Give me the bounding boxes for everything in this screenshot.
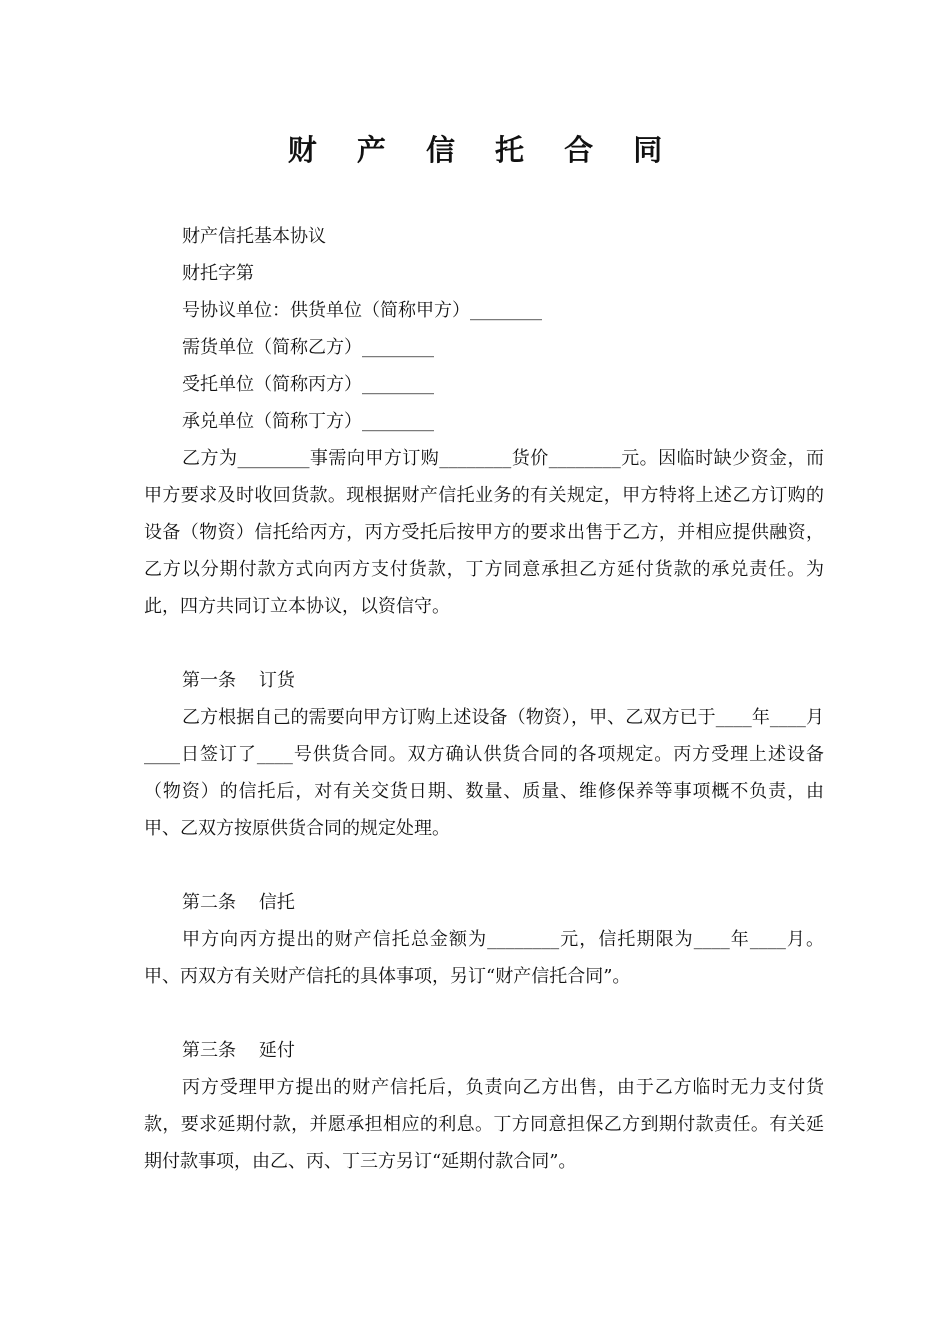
- header-line-party-a: 号协议单位：供货单位（简称甲方）________: [182, 300, 542, 321]
- intro-paragraph: 乙方为________事需向甲方订购________货价________元。因临时缺少资金，而甲方要求及时收回货款。现根据财产信托业务的有关规定，甲方特将上述乙方订购的设备（物资）信托给丙方，丙方受托后按甲方的要求出售于乙方，并相应提供融资，乙方以分期付款方式向丙方支付货款，丁方同意承担乙方延付货款的承兑责任。为此，四方共同订立本协议，以资信守。: [144, 448, 824, 617]
- header-line-agreement-name: 财产信托基本协议: [182, 226, 326, 247]
- article-3-heading: 第三条 延付: [182, 1040, 295, 1061]
- header-line-party-c: 受托单位（简称丙方）________: [182, 374, 434, 395]
- document-title: 财 产 信 托 合 同: [287, 133, 678, 167]
- article-2-heading: 第二条 信托: [182, 892, 295, 913]
- document-body: [144, 218, 824, 1180]
- article-3-text: 丙方受理甲方提出的财产信托后，负责向乙方出售，由于乙方临时无力支付货款，要求延期付款，并愿承担相应的利息。丁方同意担保乙方到期付款责任。有关延期付款事项，由乙、丙、丁三方另订“延期付款合同”。: [144, 1077, 824, 1172]
- header-line-party-d: 承兑单位（简称丁方）________: [182, 411, 434, 432]
- article-1-heading: 第一条 订货: [182, 670, 295, 691]
- header-line-party-b: 需货单位（简称乙方）________: [182, 337, 434, 358]
- header-line-reference-number: 财托字第: [182, 263, 254, 284]
- article-1-text: 乙方根据自己的需要向甲方订购上述设备（物资），甲、乙双方已于____年____月____日签订了____号供货合同。双方确认供货合同的各项规定。丙方受理上述设备（物资）的信托后，对有关交货日期、数量、质量、维修保养等事项概不负责，由甲、乙双方按原供货合同的规定处理。: [144, 707, 824, 839]
- article-2-text: 甲方向丙方提出的财产信托总金额为________元，信托期限为____年____月。甲、丙双方有关财产信托的具体事项，另订“财产信托合同”。: [144, 929, 824, 987]
